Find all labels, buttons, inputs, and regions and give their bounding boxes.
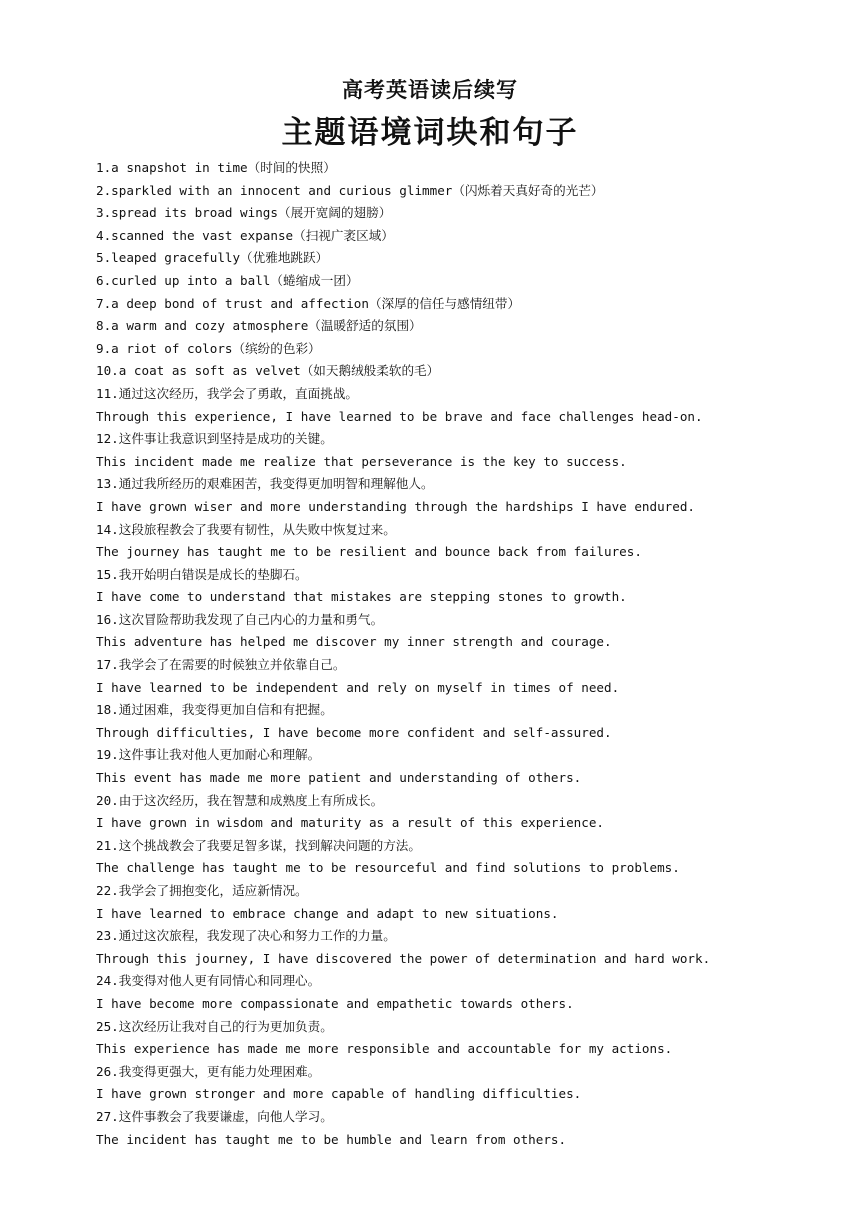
phrase-item: 3.spread its broad wings（展开宽阔的翅膀） — [96, 205, 392, 221]
sentence-chinese: 27.这件事教会了我要谦虚，向他人学习。 — [96, 1108, 333, 1124]
sentence-english: Through this experience, I have learned to be brave and face challenges head-on. — [96, 408, 703, 424]
phrase-item: 6.curled up into a ball（蜷缩成一团） — [96, 272, 359, 288]
sentence-chinese: 14.这段旅程教会了我要有韧性，从失败中恢复过来。 — [96, 521, 396, 537]
sentence-chinese: 23.通过这次旅程，我发现了决心和努力工作的力量。 — [96, 928, 396, 944]
sentence-chinese: 17.我学会了在需要的时候独立并依靠自己。 — [96, 657, 346, 673]
sentence-chinese: 13.通过我所经历的艰难困苦，我变得更加明智和理解他人。 — [96, 476, 434, 492]
sentence-chinese: 19.这件事让我对他人更加耐心和理解。 — [96, 747, 321, 763]
sentence-chinese: 12.这件事让我意识到坚持是成功的关键。 — [96, 431, 333, 447]
phrase-item: 1.a snapshot in time（时间的快照） — [96, 160, 336, 175]
sentence-english: This experience has made me more responsible and accountable for my actions. — [96, 1041, 673, 1057]
sentence-chinese: 22.我学会了拥抱变化，适应新情况。 — [96, 883, 308, 898]
sentence-chinese: 11.通过这次经历，我学会了勇敢，直面挑战。 — [96, 385, 359, 401]
sentence-english: I have come to understand that mistakes are stepping stones to growth. — [96, 589, 627, 605]
phrase-item: 4.scanned the vast expanse（扫视广袤区域） — [96, 227, 394, 243]
sentence-english: This adventure has helped me discover my inner strength and courage. — [96, 634, 612, 650]
phrase-item: 5.leaped gracefully（优雅地跳跃） — [96, 250, 329, 266]
sentence-english: I have grown in wisdom and maturity as a result of this experience. — [96, 815, 604, 831]
sentence-english: The incident has taught me to be humble and learn from others. — [96, 1131, 567, 1147]
sentence-english: I have grown stronger and more capable of handling difficulties. — [96, 1086, 582, 1102]
sentence-english: I have grown wiser and more understanding through the hardships I have endured. — [96, 498, 695, 514]
sentence-chinese: 21.这个挑战教会了我要足智多谋，找到解决问题的方法。 — [96, 837, 421, 853]
sentence-english: The challenge has taught me to be resourceful and find solutions to problems. — [96, 860, 680, 876]
sentence-english: This event has made me more patient and understanding of others. — [96, 770, 582, 786]
phrase-item: 10.a coat as soft as velvet（如天鹅绒般柔软的毛） — [96, 363, 440, 379]
sentence-english: I have learned to embrace change and adapt to new situations. — [96, 905, 559, 921]
sentence-chinese: 18.通过困难，我变得更加自信和有把握。 — [96, 702, 333, 718]
sentence-english: The journey has taught me to be resilient and bounce back from failures. — [96, 544, 642, 560]
document-title: 主题语境词块和句子 — [281, 115, 579, 151]
document-subtitle: 高考英语读后续写 — [342, 78, 518, 102]
sentence-english: I have learned to be independent and rely on myself in times of need. — [96, 679, 620, 695]
sentence-chinese: 15.我开始明白错误是成长的垫脚石。 — [96, 566, 308, 582]
sentence-chinese: 25.这次经历让我对自己的行为更加负责。 — [96, 1018, 333, 1034]
sentence-chinese: 16.这次冒险帮助我发现了自己内心的力量和勇气。 — [96, 611, 384, 627]
sentence-english: I have become more compassionate and empathetic towards others. — [96, 995, 574, 1011]
phrase-item: 8.a warm and cozy atmosphere（温暖舒适的氛围） — [96, 318, 422, 334]
sentence-english: Through this journey, I have discovered the power of determination and hard work. — [96, 950, 711, 966]
phrase-item: 2.sparkled with an innocent and curious glimmer（闪烁着天真好奇的光芒） — [96, 182, 604, 198]
sentence-english: Through difficulties, I have become more confident and self-assured. — [96, 724, 612, 740]
phrase-item: 7.a deep bond of trust and affection（深厚的信任与感情纽带） — [96, 295, 521, 311]
sentence-chinese: 24.我变得对他人更有同情心和同理心。 — [96, 973, 321, 989]
document-body — [96, 157, 836, 1151]
sentence-english: This incident made me realize that perseverance is the key to success. — [96, 453, 627, 469]
phrase-item: 9.a riot of colors（缤纷的色彩） — [96, 340, 321, 356]
sentence-chinese: 26.我变得更强大，更有能力处理困难。 — [96, 1063, 321, 1079]
sentence-chinese: 20.由于这次经历，我在智慧和成熟度上有所成长。 — [96, 792, 384, 808]
